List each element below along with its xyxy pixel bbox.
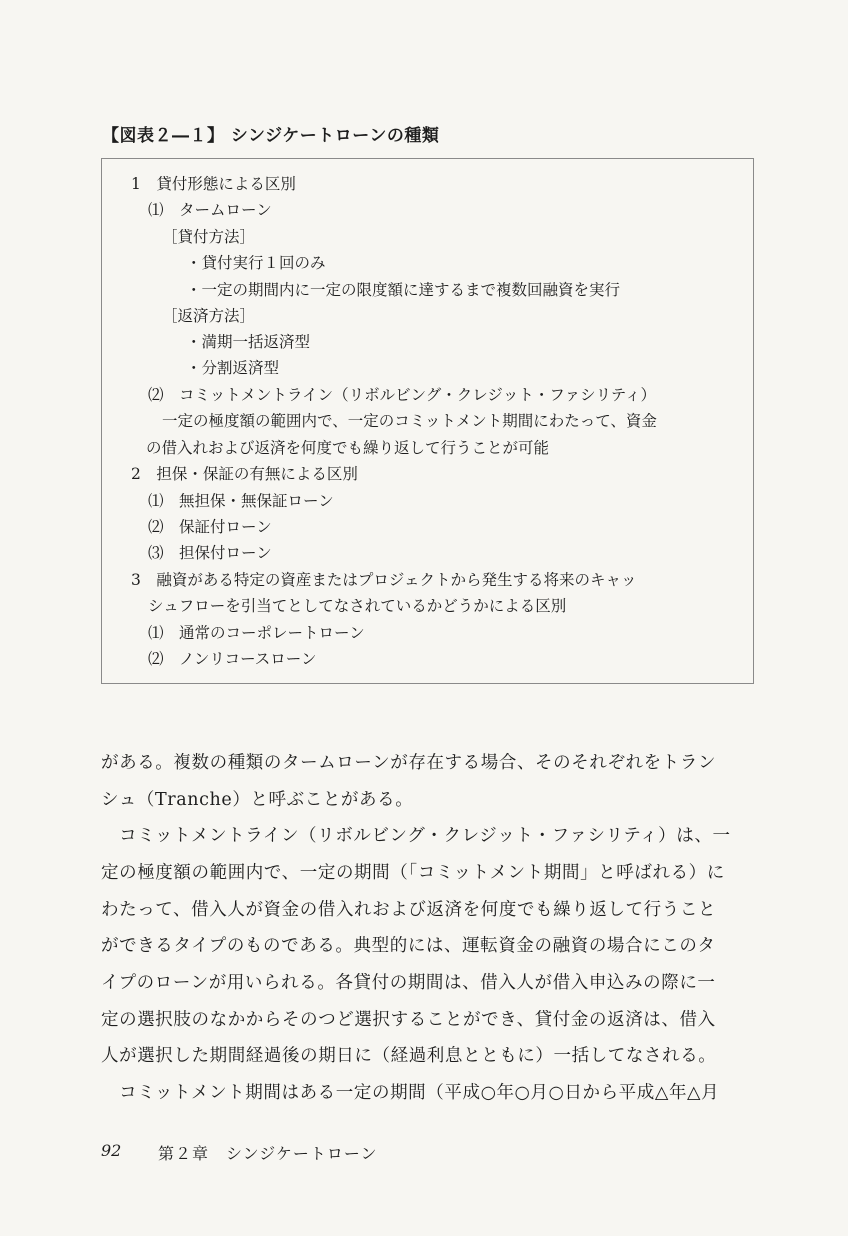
figure-line-commitment-line: ⑵ コミットメントライン（リボルビング・クレジット・ファシリティ）: [148, 386, 657, 404]
figure-line-commitment-desc-1: 一定の極度額の範囲内で、一定のコミットメント期間にわたって、資金: [162, 412, 657, 430]
page-number: 92: [101, 1141, 122, 1160]
body-line: イプのローンが用いられる。各貸付の期間は、借入人が借入申込みの際に一: [101, 973, 716, 993]
body-line: がある。複数の種類のタームローンが存在する場合、そのそれぞれをトラン: [101, 753, 717, 773]
figure-line-section-3: 3 融資がある特定の資産またはプロジェクトから発生する将来のキャッ: [131, 571, 637, 589]
figure-line-section-1: 1 貸付形態による区別: [131, 175, 296, 193]
figure-line-guaranteed: ⑵ 保証付ローン: [148, 518, 272, 536]
body-line: コミットメント期間はある一定の期間（平成○年○月○日から平成△年△月: [101, 1083, 720, 1103]
figure-line-nonrecourse: ⑵ ノンリコースローン: [148, 650, 317, 668]
figure-line-unsecured: ⑴ 無担保・無保証ローン: [148, 492, 334, 510]
figure-line-section-2: 2 担保・保証の有無による区別: [131, 465, 358, 483]
figure-line-term-loan: ⑴ タームローン: [148, 201, 272, 219]
figure-caption: 【図表２―１】 シンジケートローンの種類: [102, 126, 440, 146]
body-line: コミットメントライン（リボルビング・クレジット・ファシリティ）は、一: [101, 826, 731, 846]
figure-line-amortizing: ・分割返済型: [186, 359, 280, 377]
body-line: 定の極度額の範囲内で、一定の期間（「コミットメント期間」と呼ばれる）に: [101, 863, 725, 883]
figure-line-lending-method: ［貸付方法］: [162, 228, 256, 246]
figure-line-corporate-loan: ⑴ 通常のコーポレートローン: [148, 624, 365, 642]
figure-line-multiple-draw: ・一定の期間内に一定の限度額に達するまで複数回融資を実行: [186, 281, 621, 299]
figure-line-secured: ⑶ 担保付ローン: [148, 544, 272, 562]
figure-line-bullet: ・満期一括返済型: [186, 333, 311, 351]
body-line: 人が選択した期間経過後の期日に（経過利息とともに）一括してなされる。: [101, 1046, 717, 1066]
body-line: 定の選択肢のなかからそのつど選択することができ、貸付金の返済は、借入: [101, 1010, 716, 1030]
figure-line-section-3-cont: シュフローを引当てとしてなされているかどうかによる区別: [148, 597, 567, 615]
body-line: わたって、借入人が資金の借入れおよび返済を何度でも繰り返して行うこと: [101, 900, 717, 920]
body-line: ができるタイプのものである。典型的には、運転資金の融資の場合にこのタ: [101, 936, 716, 956]
figure-line-repayment-method: ［返済方法］: [162, 307, 256, 325]
chapter-title: 第２章 シンジケートローン: [158, 1144, 378, 1163]
figure-line-commitment-desc-2: の借入れおよび返済を何度でも繰り返して行うことが可能: [146, 439, 550, 457]
body-line: シュ（Tranche）と呼ぶことがある。: [101, 790, 414, 810]
figure-line-single-draw: ・貸付実行１回のみ: [186, 254, 326, 272]
